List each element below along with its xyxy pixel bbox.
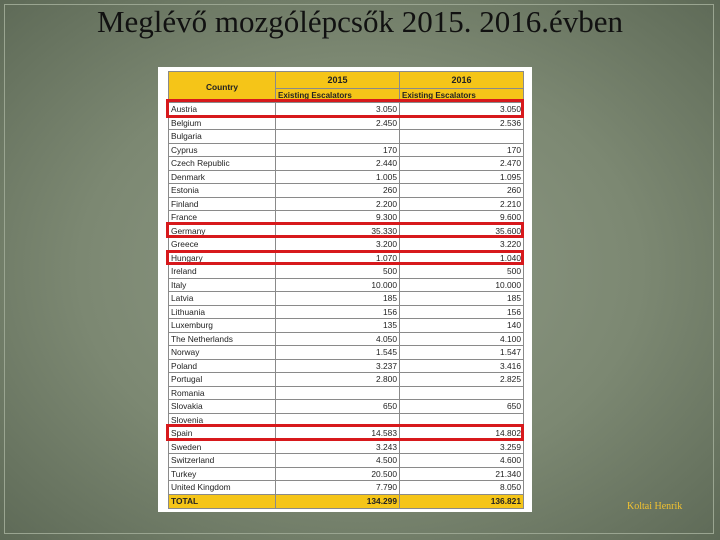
- table-row: [169, 400, 524, 414]
- table-row: [169, 238, 524, 252]
- value-2016-cell: 2.825: [400, 373, 524, 387]
- country-cell: Germany: [169, 224, 276, 238]
- table-row: [169, 346, 524, 360]
- value-2015-cell: 185: [276, 292, 400, 306]
- table-row: [169, 197, 524, 211]
- value-2015-cell: [276, 130, 400, 144]
- value-2015-cell: 2.450: [276, 116, 400, 130]
- value-2016-cell: 21.340: [400, 467, 524, 481]
- author-credit: Koltai Henrik: [627, 501, 683, 512]
- value-2015-cell: 3.243: [276, 440, 400, 454]
- table-row: [169, 359, 524, 373]
- table-row: [169, 278, 524, 292]
- value-2015-cell: 4.050: [276, 332, 400, 346]
- value-2016-cell: 10.000: [400, 278, 524, 292]
- value-2016-cell: 3.050: [400, 103, 524, 117]
- value-2016-cell: 156: [400, 305, 524, 319]
- header-year-2015: 2015: [276, 72, 400, 89]
- value-2016-cell: 9.600: [400, 211, 524, 225]
- table-row: [169, 143, 524, 157]
- table-row: [169, 211, 524, 225]
- value-2015-cell: 135: [276, 319, 400, 333]
- table-row: [169, 157, 524, 171]
- value-2016-cell: 260: [400, 184, 524, 198]
- value-2016-cell: 1.095: [400, 170, 524, 184]
- value-2015-cell: 2.440: [276, 157, 400, 171]
- value-2016-cell: 2.536: [400, 116, 524, 130]
- header-country: Country: [169, 72, 276, 103]
- value-2015-cell: 4.500: [276, 454, 400, 468]
- escalator-table: [168, 71, 524, 509]
- value-2016-cell: 140: [400, 319, 524, 333]
- country-cell: Ireland: [169, 265, 276, 279]
- country-cell: Portugal: [169, 373, 276, 387]
- table-row: [169, 251, 524, 265]
- value-2015-cell: 3.200: [276, 238, 400, 252]
- value-2016-cell: 4.600: [400, 454, 524, 468]
- country-cell: The Netherlands: [169, 332, 276, 346]
- country-cell: Estonia: [169, 184, 276, 198]
- value-2016-cell: 3.220: [400, 238, 524, 252]
- country-cell: Switzerland: [169, 454, 276, 468]
- table-row: [169, 413, 524, 427]
- country-cell: France: [169, 211, 276, 225]
- slide-title: Meglévő mozgólépcsők 2015. 2016.évben: [96, 4, 624, 39]
- total-row: [169, 494, 524, 508]
- table-row: [169, 265, 524, 279]
- value-2015-cell: 1.005: [276, 170, 400, 184]
- value-2015-cell: [276, 413, 400, 427]
- value-2016-cell: 3.416: [400, 359, 524, 373]
- country-cell: Bulgaria: [169, 130, 276, 144]
- total-2016: 136.821: [400, 494, 524, 508]
- value-2016-cell: 2.470: [400, 157, 524, 171]
- value-2015-cell: 7.790: [276, 481, 400, 495]
- country-cell: Poland: [169, 359, 276, 373]
- table-row: [169, 305, 524, 319]
- value-2015-cell: 156: [276, 305, 400, 319]
- table-row: [169, 292, 524, 306]
- country-cell: Italy: [169, 278, 276, 292]
- value-2016-cell: 185: [400, 292, 524, 306]
- table-row: [169, 319, 524, 333]
- country-cell: United Kingdom: [169, 481, 276, 495]
- value-2016-cell: 35.600: [400, 224, 524, 238]
- value-2016-cell: 1.547: [400, 346, 524, 360]
- table-row: [169, 467, 524, 481]
- country-cell: Sweden: [169, 440, 276, 454]
- table-row: [169, 116, 524, 130]
- table-row: [169, 373, 524, 387]
- total-label: TOTAL: [169, 494, 276, 508]
- country-cell: Hungary: [169, 251, 276, 265]
- table-row: [169, 481, 524, 495]
- escalator-table-image: [158, 67, 532, 512]
- table-row: [169, 386, 524, 400]
- country-cell: Latvia: [169, 292, 276, 306]
- value-2016-cell: [400, 386, 524, 400]
- table-body: [169, 103, 524, 495]
- header-sub-2016: Existing Escalators: [400, 89, 524, 103]
- country-cell: Norway: [169, 346, 276, 360]
- value-2016-cell: [400, 130, 524, 144]
- value-2015-cell: 1.070: [276, 251, 400, 265]
- country-cell: Slovenia: [169, 413, 276, 427]
- value-2015-cell: 170: [276, 143, 400, 157]
- table-row: [169, 427, 524, 441]
- table-row: [169, 440, 524, 454]
- table-row: [169, 170, 524, 184]
- country-cell: Austria: [169, 103, 276, 117]
- table-row: [169, 130, 524, 144]
- country-cell: Finland: [169, 197, 276, 211]
- total-2015: 134.299: [276, 494, 400, 508]
- country-cell: Lithuania: [169, 305, 276, 319]
- country-cell: Romania: [169, 386, 276, 400]
- country-cell: Czech Republic: [169, 157, 276, 171]
- table-row: [169, 332, 524, 346]
- country-cell: Slovakia: [169, 400, 276, 414]
- value-2015-cell: 3.050: [276, 103, 400, 117]
- value-2016-cell: 650: [400, 400, 524, 414]
- country-cell: Spain: [169, 427, 276, 441]
- value-2016-cell: 3.259: [400, 440, 524, 454]
- value-2015-cell: 3.237: [276, 359, 400, 373]
- country-cell: Luxemburg: [169, 319, 276, 333]
- header-year-2016: 2016: [400, 72, 524, 89]
- value-2015-cell: 20.500: [276, 467, 400, 481]
- value-2016-cell: 4.100: [400, 332, 524, 346]
- table-row: [169, 184, 524, 198]
- value-2015-cell: 9.300: [276, 211, 400, 225]
- value-2015-cell: 14.583: [276, 427, 400, 441]
- value-2016-cell: 1.040: [400, 251, 524, 265]
- value-2015-cell: 260: [276, 184, 400, 198]
- country-cell: Turkey: [169, 467, 276, 481]
- value-2015-cell: 10.000: [276, 278, 400, 292]
- value-2016-cell: 2.210: [400, 197, 524, 211]
- value-2015-cell: 650: [276, 400, 400, 414]
- value-2016-cell: 8.050: [400, 481, 524, 495]
- header-sub-2015: Existing Escalators: [276, 89, 400, 103]
- value-2016-cell: 14.802: [400, 427, 524, 441]
- country-cell: Denmark: [169, 170, 276, 184]
- value-2015-cell: [276, 386, 400, 400]
- value-2015-cell: 35.330: [276, 224, 400, 238]
- country-cell: Greece: [169, 238, 276, 252]
- country-cell: Belgium: [169, 116, 276, 130]
- value-2016-cell: 170: [400, 143, 524, 157]
- table-row: [169, 224, 524, 238]
- table-row: [169, 103, 524, 117]
- value-2015-cell: 1.545: [276, 346, 400, 360]
- value-2015-cell: 500: [276, 265, 400, 279]
- table-row: [169, 454, 524, 468]
- value-2016-cell: 500: [400, 265, 524, 279]
- value-2015-cell: 2.200: [276, 197, 400, 211]
- value-2015-cell: 2.800: [276, 373, 400, 387]
- value-2016-cell: [400, 413, 524, 427]
- country-cell: Cyprus: [169, 143, 276, 157]
